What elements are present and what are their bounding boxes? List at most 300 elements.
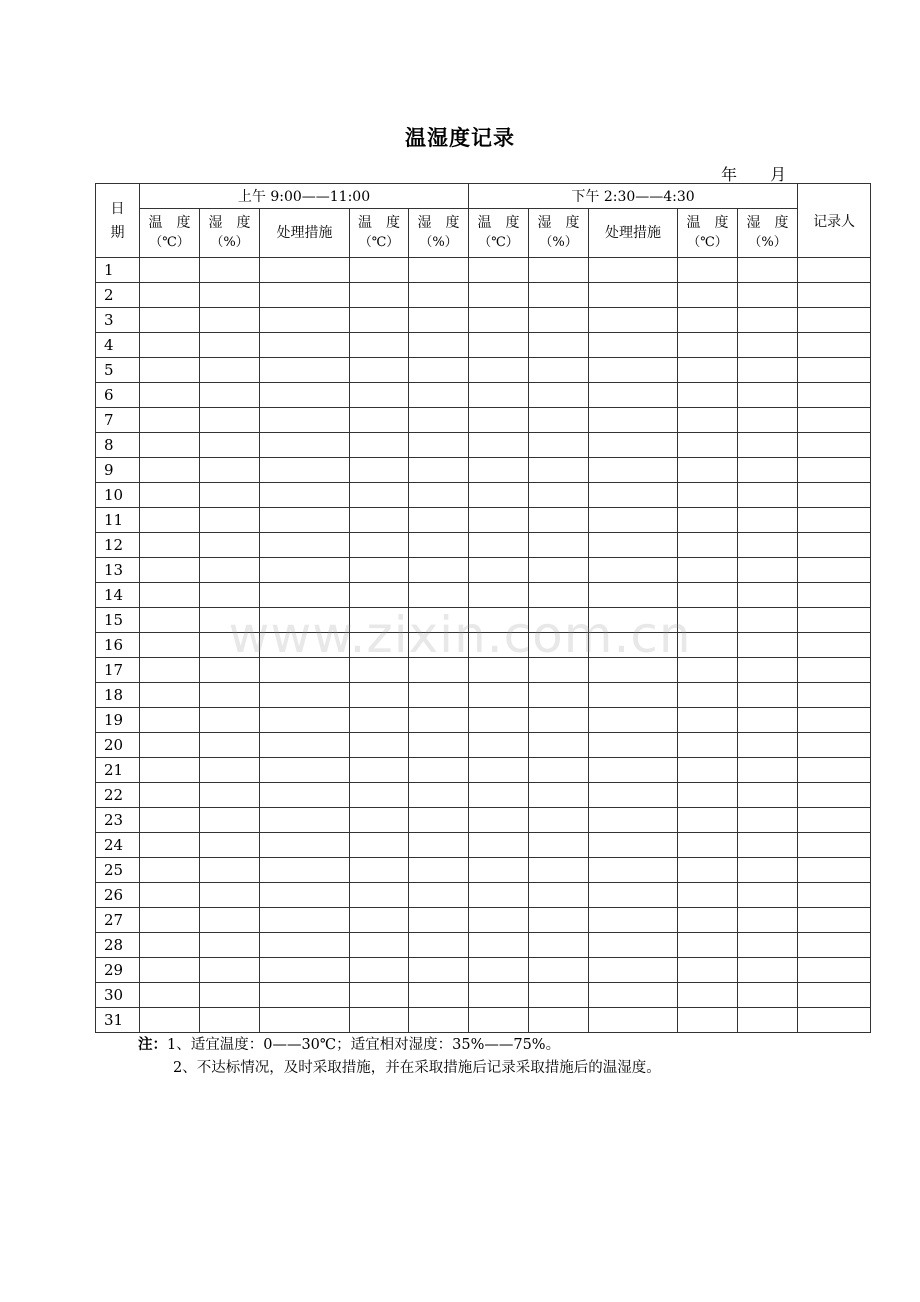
entry-cell[interactable] — [350, 833, 409, 858]
entry-cell[interactable] — [260, 533, 350, 558]
entry-cell[interactable] — [409, 383, 469, 408]
entry-cell[interactable] — [589, 758, 678, 783]
entry-cell[interactable] — [798, 383, 871, 408]
entry-cell[interactable] — [260, 983, 350, 1008]
entry-cell[interactable] — [409, 533, 469, 558]
entry-cell[interactable] — [409, 258, 469, 283]
entry-cell[interactable] — [350, 533, 409, 558]
entry-cell[interactable] — [409, 908, 469, 933]
entry-cell[interactable] — [589, 883, 678, 908]
entry-cell[interactable] — [140, 533, 200, 558]
entry-cell[interactable] — [589, 858, 678, 883]
entry-cell[interactable] — [140, 308, 200, 333]
entry-cell[interactable] — [260, 558, 350, 583]
entry-cell[interactable] — [260, 833, 350, 858]
entry-cell[interactable] — [529, 458, 589, 483]
entry-cell[interactable] — [589, 558, 678, 583]
entry-cell[interactable] — [738, 258, 798, 283]
entry-cell[interactable] — [409, 483, 469, 508]
entry-cell[interactable] — [469, 508, 529, 533]
entry-cell[interactable] — [678, 783, 738, 808]
entry-cell[interactable] — [738, 783, 798, 808]
entry-cell[interactable] — [409, 883, 469, 908]
entry-cell[interactable] — [200, 833, 260, 858]
entry-cell[interactable] — [409, 733, 469, 758]
entry-cell[interactable] — [678, 683, 738, 708]
entry-cell[interactable] — [798, 983, 871, 1008]
entry-cell[interactable] — [469, 483, 529, 508]
entry-cell[interactable] — [350, 408, 409, 433]
entry-cell[interactable] — [798, 283, 871, 308]
entry-cell[interactable] — [529, 908, 589, 933]
entry-cell[interactable] — [350, 458, 409, 483]
entry-cell[interactable] — [200, 358, 260, 383]
entry-cell[interactable] — [260, 383, 350, 408]
entry-cell[interactable] — [529, 833, 589, 858]
entry-cell[interactable] — [798, 583, 871, 608]
entry-cell[interactable] — [738, 983, 798, 1008]
entry-cell[interactable] — [798, 483, 871, 508]
entry-cell[interactable] — [738, 283, 798, 308]
entry-cell[interactable] — [200, 333, 260, 358]
entry-cell[interactable] — [529, 708, 589, 733]
entry-cell[interactable] — [469, 958, 529, 983]
entry-cell[interactable] — [738, 833, 798, 858]
entry-cell[interactable] — [200, 408, 260, 433]
entry-cell[interactable] — [350, 758, 409, 783]
entry-cell[interactable] — [260, 583, 350, 608]
entry-cell[interactable] — [738, 508, 798, 533]
entry-cell[interactable] — [469, 708, 529, 733]
entry-cell[interactable] — [529, 758, 589, 783]
entry-cell[interactable] — [589, 833, 678, 858]
entry-cell[interactable] — [260, 433, 350, 458]
entry-cell[interactable] — [260, 958, 350, 983]
entry-cell[interactable] — [529, 408, 589, 433]
entry-cell[interactable] — [678, 883, 738, 908]
entry-cell[interactable] — [738, 808, 798, 833]
entry-cell[interactable] — [529, 983, 589, 1008]
entry-cell[interactable] — [200, 808, 260, 833]
entry-cell[interactable] — [678, 533, 738, 558]
entry-cell[interactable] — [140, 558, 200, 583]
entry-cell[interactable] — [469, 858, 529, 883]
entry-cell[interactable] — [469, 433, 529, 458]
entry-cell[interactable] — [678, 558, 738, 583]
entry-cell[interactable] — [350, 883, 409, 908]
entry-cell[interactable] — [529, 308, 589, 333]
entry-cell[interactable] — [350, 508, 409, 533]
entry-cell[interactable] — [589, 783, 678, 808]
entry-cell[interactable] — [589, 433, 678, 458]
entry-cell[interactable] — [200, 483, 260, 508]
entry-cell[interactable] — [409, 958, 469, 983]
entry-cell[interactable] — [350, 258, 409, 283]
entry-cell[interactable] — [200, 558, 260, 583]
entry-cell[interactable] — [798, 433, 871, 458]
entry-cell[interactable] — [738, 908, 798, 933]
entry-cell[interactable] — [200, 583, 260, 608]
entry-cell[interactable] — [798, 508, 871, 533]
entry-cell[interactable] — [260, 508, 350, 533]
entry-cell[interactable] — [350, 1008, 409, 1033]
entry-cell[interactable] — [140, 808, 200, 833]
entry-cell[interactable] — [738, 883, 798, 908]
entry-cell[interactable] — [738, 758, 798, 783]
entry-cell[interactable] — [798, 908, 871, 933]
entry-cell[interactable] — [469, 458, 529, 483]
entry-cell[interactable] — [678, 333, 738, 358]
entry-cell[interactable] — [260, 933, 350, 958]
entry-cell[interactable] — [200, 908, 260, 933]
entry-cell[interactable] — [798, 558, 871, 583]
entry-cell[interactable] — [200, 458, 260, 483]
entry-cell[interactable] — [529, 883, 589, 908]
entry-cell[interactable] — [798, 958, 871, 983]
entry-cell[interactable] — [589, 308, 678, 333]
entry-cell[interactable] — [738, 458, 798, 483]
entry-cell[interactable] — [589, 808, 678, 833]
entry-cell[interactable] — [140, 433, 200, 458]
entry-cell[interactable] — [529, 333, 589, 358]
entry-cell[interactable] — [200, 958, 260, 983]
entry-cell[interactable] — [140, 933, 200, 958]
entry-cell[interactable] — [678, 758, 738, 783]
entry-cell[interactable] — [350, 558, 409, 583]
entry-cell[interactable] — [798, 833, 871, 858]
entry-cell[interactable] — [678, 408, 738, 433]
entry-cell[interactable] — [409, 708, 469, 733]
entry-cell[interactable] — [798, 708, 871, 733]
entry-cell[interactable] — [409, 458, 469, 483]
entry-cell[interactable] — [589, 333, 678, 358]
entry-cell[interactable] — [798, 258, 871, 283]
entry-cell[interactable] — [409, 358, 469, 383]
entry-cell[interactable] — [409, 508, 469, 533]
entry-cell[interactable] — [200, 1008, 260, 1033]
entry-cell[interactable] — [350, 583, 409, 608]
entry-cell[interactable] — [260, 333, 350, 358]
entry-cell[interactable] — [678, 958, 738, 983]
entry-cell[interactable] — [140, 408, 200, 433]
entry-cell[interactable] — [260, 358, 350, 383]
entry-cell[interactable] — [529, 958, 589, 983]
entry-cell[interactable] — [469, 333, 529, 358]
entry-cell[interactable] — [350, 783, 409, 808]
entry-cell[interactable] — [798, 333, 871, 358]
entry-cell[interactable] — [529, 383, 589, 408]
entry-cell[interactable] — [678, 1008, 738, 1033]
entry-cell[interactable] — [469, 408, 529, 433]
entry-cell[interactable] — [409, 308, 469, 333]
entry-cell[interactable] — [589, 458, 678, 483]
entry-cell[interactable] — [589, 1008, 678, 1033]
entry-cell[interactable] — [469, 983, 529, 1008]
entry-cell[interactable] — [140, 333, 200, 358]
entry-cell[interactable] — [140, 858, 200, 883]
entry-cell[interactable] — [738, 408, 798, 433]
entry-cell[interactable] — [469, 358, 529, 383]
entry-cell[interactable] — [350, 983, 409, 1008]
entry-cell[interactable] — [798, 683, 871, 708]
entry-cell[interactable] — [260, 758, 350, 783]
entry-cell[interactable] — [678, 733, 738, 758]
entry-cell[interactable] — [529, 508, 589, 533]
entry-cell[interactable] — [738, 358, 798, 383]
entry-cell[interactable] — [738, 333, 798, 358]
entry-cell[interactable] — [798, 758, 871, 783]
entry-cell[interactable] — [409, 808, 469, 833]
entry-cell[interactable] — [469, 733, 529, 758]
entry-cell[interactable] — [140, 283, 200, 308]
entry-cell[interactable] — [260, 283, 350, 308]
entry-cell[interactable] — [469, 383, 529, 408]
entry-cell[interactable] — [140, 683, 200, 708]
entry-cell[interactable] — [409, 283, 469, 308]
entry-cell[interactable] — [409, 758, 469, 783]
entry-cell[interactable] — [529, 808, 589, 833]
entry-cell[interactable] — [738, 858, 798, 883]
entry-cell[interactable] — [529, 483, 589, 508]
entry-cell[interactable] — [738, 483, 798, 508]
entry-cell[interactable] — [469, 883, 529, 908]
entry-cell[interactable] — [678, 583, 738, 608]
entry-cell[interactable] — [200, 308, 260, 333]
entry-cell[interactable] — [409, 408, 469, 433]
entry-cell[interactable] — [529, 783, 589, 808]
entry-cell[interactable] — [140, 508, 200, 533]
entry-cell[interactable] — [200, 683, 260, 708]
entry-cell[interactable] — [409, 783, 469, 808]
entry-cell[interactable] — [140, 883, 200, 908]
entry-cell[interactable] — [529, 358, 589, 383]
entry-cell[interactable] — [350, 958, 409, 983]
entry-cell[interactable] — [469, 758, 529, 783]
entry-cell[interactable] — [140, 383, 200, 408]
entry-cell[interactable] — [738, 708, 798, 733]
entry-cell[interactable] — [678, 808, 738, 833]
entry-cell[interactable] — [589, 733, 678, 758]
entry-cell[interactable] — [738, 1008, 798, 1033]
entry-cell[interactable] — [140, 483, 200, 508]
entry-cell[interactable] — [798, 933, 871, 958]
entry-cell[interactable] — [678, 858, 738, 883]
entry-cell[interactable] — [738, 383, 798, 408]
entry-cell[interactable] — [589, 983, 678, 1008]
entry-cell[interactable] — [200, 533, 260, 558]
entry-cell[interactable] — [350, 708, 409, 733]
entry-cell[interactable] — [738, 433, 798, 458]
entry-cell[interactable] — [200, 733, 260, 758]
entry-cell[interactable] — [678, 458, 738, 483]
entry-cell[interactable] — [260, 408, 350, 433]
entry-cell[interactable] — [589, 483, 678, 508]
entry-cell[interactable] — [589, 258, 678, 283]
entry-cell[interactable] — [140, 983, 200, 1008]
entry-cell[interactable] — [200, 933, 260, 958]
entry-cell[interactable] — [260, 733, 350, 758]
entry-cell[interactable] — [469, 833, 529, 858]
entry-cell[interactable] — [140, 458, 200, 483]
entry-cell[interactable] — [589, 533, 678, 558]
entry-cell[interactable] — [798, 883, 871, 908]
entry-cell[interactable] — [589, 683, 678, 708]
entry-cell[interactable] — [469, 583, 529, 608]
entry-cell[interactable] — [350, 358, 409, 383]
entry-cell[interactable] — [200, 783, 260, 808]
entry-cell[interactable] — [200, 258, 260, 283]
entry-cell[interactable] — [529, 583, 589, 608]
entry-cell[interactable] — [798, 308, 871, 333]
entry-cell[interactable] — [678, 983, 738, 1008]
entry-cell[interactable] — [589, 908, 678, 933]
entry-cell[interactable] — [200, 508, 260, 533]
entry-cell[interactable] — [350, 733, 409, 758]
entry-cell[interactable] — [350, 858, 409, 883]
entry-cell[interactable] — [589, 358, 678, 383]
entry-cell[interactable] — [200, 433, 260, 458]
entry-cell[interactable] — [409, 933, 469, 958]
entry-cell[interactable] — [409, 333, 469, 358]
entry-cell[interactable] — [678, 358, 738, 383]
entry-cell[interactable] — [140, 833, 200, 858]
entry-cell[interactable] — [260, 708, 350, 733]
entry-cell[interactable] — [798, 808, 871, 833]
entry-cell[interactable] — [738, 733, 798, 758]
entry-cell[interactable] — [529, 1008, 589, 1033]
entry-cell[interactable] — [529, 558, 589, 583]
entry-cell[interactable] — [529, 283, 589, 308]
entry-cell[interactable] — [200, 858, 260, 883]
entry-cell[interactable] — [140, 583, 200, 608]
entry-cell[interactable] — [140, 1008, 200, 1033]
entry-cell[interactable] — [350, 283, 409, 308]
entry-cell[interactable] — [469, 808, 529, 833]
entry-cell[interactable] — [140, 358, 200, 383]
entry-cell[interactable] — [350, 908, 409, 933]
entry-cell[interactable] — [589, 408, 678, 433]
entry-cell[interactable] — [589, 933, 678, 958]
entry-cell[interactable] — [469, 558, 529, 583]
entry-cell[interactable] — [678, 433, 738, 458]
entry-cell[interactable] — [140, 908, 200, 933]
entry-cell[interactable] — [469, 283, 529, 308]
entry-cell[interactable] — [798, 458, 871, 483]
entry-cell[interactable] — [738, 308, 798, 333]
entry-cell[interactable] — [738, 533, 798, 558]
entry-cell[interactable] — [200, 758, 260, 783]
entry-cell[interactable] — [409, 558, 469, 583]
entry-cell[interactable] — [469, 908, 529, 933]
entry-cell[interactable] — [798, 733, 871, 758]
entry-cell[interactable] — [529, 433, 589, 458]
entry-cell[interactable] — [469, 683, 529, 708]
entry-cell[interactable] — [678, 933, 738, 958]
entry-cell[interactable] — [350, 683, 409, 708]
entry-cell[interactable] — [529, 733, 589, 758]
entry-cell[interactable] — [200, 383, 260, 408]
entry-cell[interactable] — [140, 258, 200, 283]
entry-cell[interactable] — [529, 933, 589, 958]
entry-cell[interactable] — [798, 533, 871, 558]
entry-cell[interactable] — [738, 958, 798, 983]
entry-cell[interactable] — [529, 683, 589, 708]
entry-cell[interactable] — [260, 258, 350, 283]
entry-cell[interactable] — [678, 708, 738, 733]
entry-cell[interactable] — [469, 933, 529, 958]
entry-cell[interactable] — [589, 583, 678, 608]
entry-cell[interactable] — [798, 358, 871, 383]
entry-cell[interactable] — [260, 1008, 350, 1033]
entry-cell[interactable] — [678, 283, 738, 308]
entry-cell[interactable] — [260, 908, 350, 933]
entry-cell[interactable] — [350, 433, 409, 458]
entry-cell[interactable] — [678, 483, 738, 508]
entry-cell[interactable] — [140, 758, 200, 783]
entry-cell[interactable] — [798, 408, 871, 433]
entry-cell[interactable] — [469, 533, 529, 558]
entry-cell[interactable] — [350, 383, 409, 408]
entry-cell[interactable] — [678, 383, 738, 408]
entry-cell[interactable] — [260, 483, 350, 508]
entry-cell[interactable] — [589, 708, 678, 733]
entry-cell[interactable] — [409, 683, 469, 708]
entry-cell[interactable] — [260, 683, 350, 708]
entry-cell[interactable] — [798, 1008, 871, 1033]
entry-cell[interactable] — [678, 908, 738, 933]
entry-cell[interactable] — [260, 308, 350, 333]
entry-cell[interactable] — [678, 833, 738, 858]
entry-cell[interactable] — [409, 858, 469, 883]
entry-cell[interactable] — [529, 533, 589, 558]
entry-cell[interactable] — [469, 308, 529, 333]
entry-cell[interactable] — [350, 308, 409, 333]
entry-cell[interactable] — [589, 283, 678, 308]
entry-cell[interactable] — [738, 583, 798, 608]
entry-cell[interactable] — [140, 958, 200, 983]
entry-cell[interactable] — [140, 783, 200, 808]
entry-cell[interactable] — [589, 508, 678, 533]
entry-cell[interactable] — [678, 508, 738, 533]
entry-cell[interactable] — [409, 983, 469, 1008]
entry-cell[interactable] — [260, 808, 350, 833]
entry-cell[interactable] — [409, 833, 469, 858]
entry-cell[interactable] — [140, 708, 200, 733]
entry-cell[interactable] — [200, 283, 260, 308]
entry-cell[interactable] — [529, 258, 589, 283]
entry-cell[interactable] — [678, 308, 738, 333]
entry-cell[interactable] — [738, 933, 798, 958]
entry-cell[interactable] — [798, 783, 871, 808]
entry-cell[interactable] — [350, 483, 409, 508]
entry-cell[interactable] — [529, 858, 589, 883]
entry-cell[interactable] — [260, 783, 350, 808]
entry-cell[interactable] — [350, 808, 409, 833]
entry-cell[interactable] — [200, 708, 260, 733]
entry-cell[interactable] — [469, 1008, 529, 1033]
entry-cell[interactable] — [409, 1008, 469, 1033]
entry-cell[interactable] — [589, 958, 678, 983]
entry-cell[interactable] — [260, 858, 350, 883]
entry-cell[interactable] — [200, 883, 260, 908]
entry-cell[interactable] — [350, 933, 409, 958]
entry-cell[interactable] — [350, 333, 409, 358]
entry-cell[interactable] — [409, 433, 469, 458]
entry-cell[interactable] — [140, 733, 200, 758]
entry-cell[interactable] — [738, 558, 798, 583]
entry-cell[interactable] — [469, 783, 529, 808]
entry-cell[interactable] — [260, 883, 350, 908]
